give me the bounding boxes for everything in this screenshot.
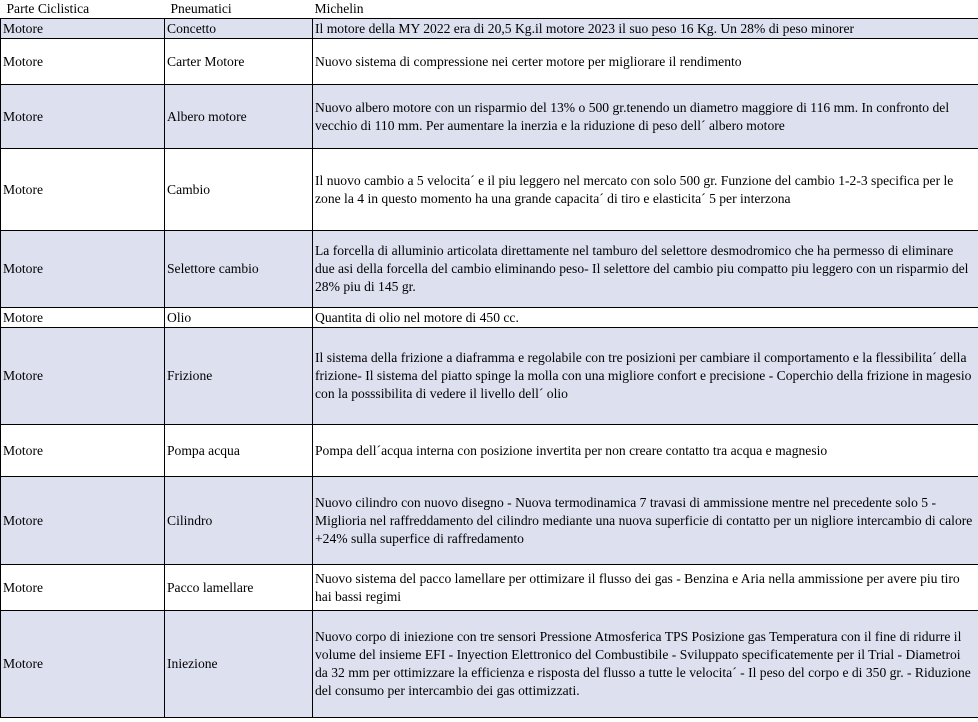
cell-componente: Cambio (165, 149, 313, 231)
cell-componente: Concetto (165, 19, 313, 39)
cell-parte: Motore (1, 425, 165, 477)
cell-descrizione: Il nuovo cambio a 5 velocita´ e il piu leggero nel mercato con solo 500 gr. Funzione del cambio 1-2-3 specifica per le zone la 4 in questo momento ha una grande capacita´ di tiro e elasticita´ 5 per interzona (313, 149, 978, 231)
cell-descrizione: Il sistema della frizione a diaframma e regolabile con tre posizioni per cambiare il comportamento e la flessibilita´ della frizione- Il sistema del piatto spinge la molla con una migliore confort e precisione - Coperchio della frizione in magesio con la posssibilita di vedere il livello dell´ olio (313, 328, 978, 425)
cell-componente: Cilindro (165, 477, 313, 565)
table-row (1, 425, 978, 477)
table-row (1, 85, 978, 149)
header-row (1, 0, 978, 19)
cell-componente: Albero motore (165, 85, 313, 149)
cell-parte: Motore (1, 565, 165, 611)
cell-parte: Motore (1, 39, 165, 85)
cell-parte: Motore (1, 611, 165, 718)
cell-parte: Motore (1, 308, 165, 328)
cell-parte: Motore (1, 19, 165, 39)
cell-descrizione: Il motore della MY 2022 era di 20,5 Kg.il motore 2023 il suo peso 16 Kg. Un 28% di peso minorer (313, 19, 978, 39)
header-cell-parte: Parte Ciclistica (1, 0, 165, 19)
cell-componente: Frizione (165, 328, 313, 425)
table-row (1, 39, 978, 85)
table-row (1, 565, 978, 611)
cell-descrizione: Nuovo sistema di compressione nei certer motore per migliorare il rendimento (313, 39, 978, 85)
cell-componente: Olio (165, 308, 313, 328)
cell-parte: Motore (1, 477, 165, 565)
cell-componente: Carter Motore (165, 39, 313, 85)
cell-componente: Iniezione (165, 611, 313, 718)
cell-descrizione: Pompa dell´acqua interna con posizione invertita per non creare contatto tra acqua e magnesio (313, 425, 978, 477)
table-row (1, 19, 978, 39)
table-row (1, 477, 978, 565)
cell-descrizione: La forcella di alluminio articolata direttamente nel tamburo del selettore desmodromico che ha permesso di eliminare due asi della forcella del cambio eliminando peso- Il selettore del cambio piu compatto piu leggero con un risparmio del 28% piu di 145 gr. (313, 231, 978, 308)
table-row (1, 149, 978, 231)
cell-descrizione: Nuovo corpo di iniezione con tre sensori Pressione Atmosferica TPS Posizione gas Temperatura con il fine di ridurre il volume del insieme EFI - Inyection Elettronico del Combustibile - Sviluppato specificatemente per il Trial - Diametroi da 32 mm per ottimizzare la efficienza e risposta del flusso a tutte le velocita´ - Il peso del corpo e di 350 gr. - Riduzione del consumo per intercambio dei gas ottimizzati. (313, 611, 978, 718)
cell-descrizione: Nuovo albero motore con un risparmio del 13% o 500 gr.tenendo un diametro maggiore di 116 mm. In confronto del vecchio di 110 mm. Per aumentare la inerzia e la riduzione di peso dell´ albero motore (313, 85, 978, 149)
table-row (1, 611, 978, 718)
table-row (1, 231, 978, 308)
cell-componente: Selettore cambio (165, 231, 313, 308)
cell-descrizione: Quantita di olio nel motore di 450 cc. (313, 308, 978, 328)
cell-parte: Motore (1, 328, 165, 425)
header-cell-michelin: Michelin (313, 0, 978, 19)
cell-descrizione: Nuovo cilindro con nuovo disegno - Nuova termodinamica 7 travasi di ammissione mentre nel precedente solo 5 - Miglioria nel raffreddamento del cilindro mediante una nuova superficie di contatto per un nigliore intercambio di calore +24% sulla superfice di raffredamento (313, 477, 978, 565)
cell-parte: Motore (1, 85, 165, 149)
cell-parte: Motore (1, 149, 165, 231)
cell-componente: Pompa acqua (165, 425, 313, 477)
cell-descrizione: Nuovo sistema del pacco lamellare per ottimizare il flusso dei gas - Benzina e Aria nella ammissione per avere piu tiro hai bassi regimi (313, 565, 978, 611)
cell-componente: Pacco lamellare (165, 565, 313, 611)
cell-parte: Motore (1, 231, 165, 308)
table-row (1, 308, 978, 328)
table-row (1, 328, 978, 425)
header-cell-pneumatici: Pneumatici (165, 0, 313, 19)
